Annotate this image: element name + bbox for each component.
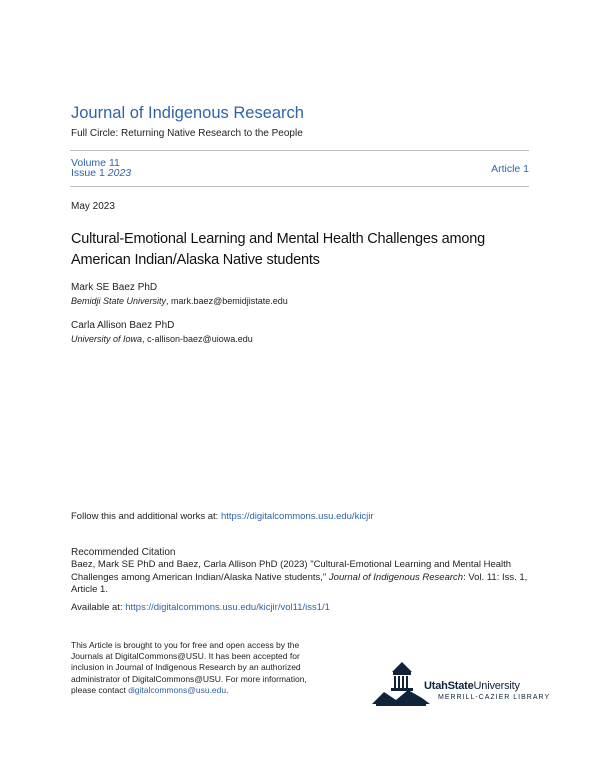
citation-volume: : Vol. 11: Iss. 1, Article 1. [71,571,528,595]
open-access-text: This Article is brought to you for free and open access by the Journals at DigitalCommons@USU. It has been accepted for inclusion in Journal of Indigenous Research by an authorized administrator of DigitalCommons@USU. For more information, please contact [71,640,307,695]
issue-number: Issue 1 [71,167,105,179]
citation-text: Baez, Mark SE PhD and Baez, Carla Allison PhD (2023) "Cultural-Emotional Learning and Mental Health Challenges among American Indian/Alaska Native students," [71,559,512,583]
citation-heading: Recommended Citation [71,547,176,558]
citation-body [71,559,541,597]
available-line [71,602,330,613]
volume-link[interactable]: Volume 11 [71,157,120,169]
open-access-end: . [226,684,229,695]
available-link[interactable]: https://digitalcommons.usu.edu/kicjir/vol11/iss1/1 [125,602,330,613]
author-block-1 [71,282,288,306]
author-affiliation [71,296,288,306]
author-email: , c-allison-baez@uiowa.edu [142,334,253,344]
publication-date: May 2023 [71,201,115,212]
follow-line [71,511,374,522]
author-block-2 [71,320,253,344]
author-institution: University of Iowa [71,334,143,344]
paper-title: Cultural-Emotional Learning and Mental Health Challenges among American Indian/Alaska Native students [71,231,485,268]
author-email: , mark.baez@bemidjistate.edu [166,296,288,306]
library-building-icon [372,662,430,706]
author-name: Mark SE Baez PhD [71,282,158,293]
article-link[interactable]: Article 1 [491,163,529,175]
issue-year: 2023 [107,167,132,179]
citation-journal: Journal of Indigenous Research [328,571,464,583]
top-divider [70,150,529,151]
logo-name-bold: UtahState [424,680,474,692]
author-institution: Bemidji State University [71,296,167,306]
journal-title[interactable]: Journal of Indigenous Research [71,104,304,122]
follow-text: Follow this and additional works at: [71,511,221,522]
available-label: Available at: [71,602,126,613]
author-affiliation [71,334,253,344]
open-access-notice [71,640,311,696]
bottom-divider [70,186,529,187]
follow-link[interactable]: https://digitalcommons.usu.edu/kicjir [220,511,374,522]
author-name: Carla Allison Baez PhD [71,320,175,331]
contact-email-link[interactable]: digitalcommons@usu.edu [128,684,227,695]
logo-wordmark [424,680,520,692]
issue-link[interactable] [71,168,131,179]
logo-name-thin: University [473,680,520,692]
logo-library-name: MERRILL-CAZIER LIBRARY [438,694,551,701]
journal-subtitle: Full Circle: Returning Native Research to the People [71,128,303,139]
